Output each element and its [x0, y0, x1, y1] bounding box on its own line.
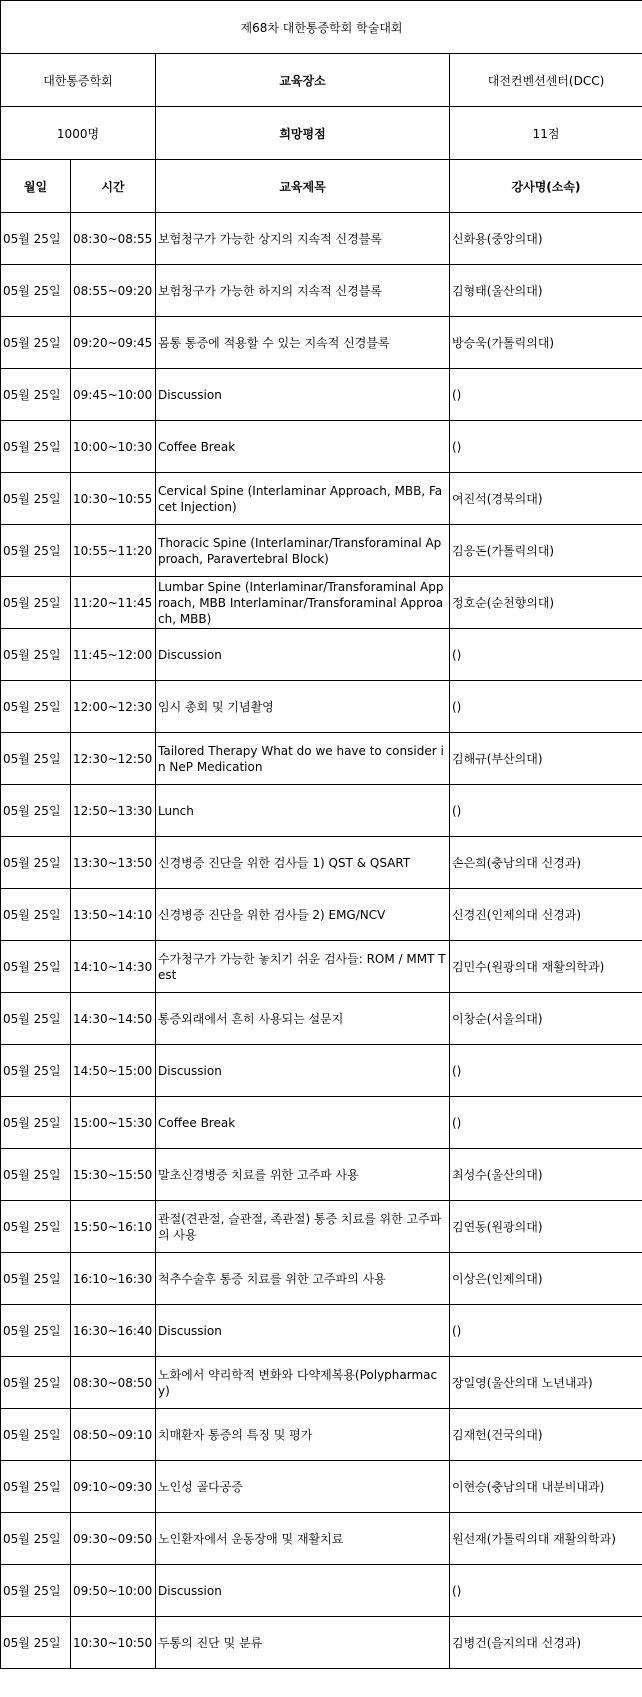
- lecture-title-cell: 노인환자에서 운동장애 및 재활치료: [156, 1513, 450, 1565]
- lecture-title-cell: Thoracic Spine (Interlaminar/Transforaminal Approach, Paravertebral Block): [156, 525, 450, 577]
- time-cell: 13:50~14:10: [71, 889, 156, 941]
- lecturer-cell: 김해규(부산의대): [450, 733, 642, 785]
- lecturer-cell: 신경진(인제의대 신경과): [450, 889, 642, 941]
- header-time: 시간: [71, 160, 156, 213]
- schedule-row: [1, 1461, 642, 1513]
- lecturer-cell: 손은희(충남의대 신경과): [450, 837, 642, 889]
- conference-title-row: [1, 1, 642, 54]
- organizer: 대한통증학회: [1, 54, 156, 107]
- time-cell: 10:30~10:50: [71, 1617, 156, 1669]
- schedule-row: [1, 1617, 642, 1669]
- lecture-title-cell: 수가청구가 가능한 놓치기 쉬운 검사들: ROM / MMT Test: [156, 941, 450, 993]
- time-cell: 11:45~12:00: [71, 629, 156, 681]
- lecture-title-cell: 신경병증 진단을 위한 검사들 2) EMG/NCV: [156, 889, 450, 941]
- time-cell: 15:00~15:30: [71, 1097, 156, 1149]
- lecture-title-cell: Lunch: [156, 785, 450, 837]
- schedule-row: [1, 785, 642, 837]
- lecturer-cell: 김재헌(건국의대): [450, 1409, 642, 1461]
- date-cell: 05월 25일: [1, 837, 71, 889]
- points-value: 11점: [450, 107, 642, 160]
- lecture-title-cell: 노화에서 약리학적 변화와 다약제복용(Polypharmacy): [156, 1357, 450, 1409]
- lecturer-cell: (): [450, 629, 642, 681]
- schedule-row: [1, 733, 642, 785]
- lecturer-cell: 방승욱(가톨릭의대): [450, 317, 642, 369]
- time-cell: 15:50~16:10: [71, 1201, 156, 1253]
- lecture-title-cell: 보험청구가 가능한 상지의 지속적 신경블록: [156, 213, 450, 265]
- date-cell: 05월 25일: [1, 681, 71, 733]
- lecture-title-cell: Discussion: [156, 1045, 450, 1097]
- lecturer-cell: 신화용(중앙의대): [450, 213, 642, 265]
- time-cell: 15:30~15:50: [71, 1149, 156, 1201]
- lecturer-cell: 김연동(원광의대): [450, 1201, 642, 1253]
- time-cell: 09:30~09:50: [71, 1513, 156, 1565]
- time-cell: 11:20~11:45: [71, 577, 156, 629]
- lecture-title-cell: Discussion: [156, 1305, 450, 1357]
- header-lecturer: 강사명(소속): [450, 160, 642, 213]
- lecture-title-cell: Discussion: [156, 369, 450, 421]
- date-cell: 05월 25일: [1, 1357, 71, 1409]
- schedule-row: [1, 1097, 642, 1149]
- lecture-title-cell: 몸통 통증에 적용할 수 있는 지속적 신경블록: [156, 317, 450, 369]
- time-cell: 14:10~14:30: [71, 941, 156, 993]
- date-cell: 05월 25일: [1, 213, 71, 265]
- schedule-row: [1, 525, 642, 577]
- lecturer-cell: 최성수(울산의대): [450, 1149, 642, 1201]
- schedule-row: [1, 1149, 642, 1201]
- date-cell: 05월 25일: [1, 733, 71, 785]
- schedule-row: [1, 1409, 642, 1461]
- conference-title: 제68차 대한통증학회 학술대회: [1, 1, 642, 54]
- header-title: 교육제목: [156, 160, 450, 213]
- lecturer-cell: 김응돈(가톨릭의대): [450, 525, 642, 577]
- date-cell: 05월 25일: [1, 1253, 71, 1305]
- lecture-title-cell: 말초신경병증 치료를 위한 고주파 사용: [156, 1149, 450, 1201]
- time-cell: 10:00~10:30: [71, 421, 156, 473]
- date-cell: 05월 25일: [1, 1409, 71, 1461]
- schedule-row: [1, 317, 642, 369]
- lecturer-cell: 여진석(경북의대): [450, 473, 642, 525]
- date-cell: 05월 25일: [1, 1513, 71, 1565]
- time-cell: 16:10~16:30: [71, 1253, 156, 1305]
- time-cell: 13:30~13:50: [71, 837, 156, 889]
- schedule-row: [1, 889, 642, 941]
- capacity: 1000명: [1, 107, 156, 160]
- lecturer-cell: 김형태(울산의대): [450, 265, 642, 317]
- points-label: 희망평점: [156, 107, 450, 160]
- schedule-row: [1, 1253, 642, 1305]
- time-cell: 10:55~11:20: [71, 525, 156, 577]
- lecture-title-cell: 임시 총회 및 기념촬영: [156, 681, 450, 733]
- schedule-row: [1, 1045, 642, 1097]
- date-cell: 05월 25일: [1, 577, 71, 629]
- lecture-title-cell: 치매환자 통증의 특징 및 평가: [156, 1409, 450, 1461]
- schedule-row: [1, 993, 642, 1045]
- date-cell: 05월 25일: [1, 629, 71, 681]
- schedule-row: [1, 837, 642, 889]
- lecturer-cell: (): [450, 421, 642, 473]
- date-cell: 05월 25일: [1, 421, 71, 473]
- date-cell: 05월 25일: [1, 993, 71, 1045]
- schedule-row: [1, 629, 642, 681]
- header-date: 월일: [1, 160, 71, 213]
- date-cell: 05월 25일: [1, 1201, 71, 1253]
- lecturer-cell: 김민수(원광의대 재활의학과): [450, 941, 642, 993]
- time-cell: 14:50~15:00: [71, 1045, 156, 1097]
- date-cell: 05월 25일: [1, 1305, 71, 1357]
- lecture-title-cell: 척추수술후 통증 치료를 위한 고주파의 사용: [156, 1253, 450, 1305]
- lecture-title-cell: Tailored Therapy What do we have to consider in NeP Medication: [156, 733, 450, 785]
- time-cell: 08:55~09:20: [71, 265, 156, 317]
- schedule-row: [1, 1565, 642, 1617]
- time-cell: 08:30~08:50: [71, 1357, 156, 1409]
- lecture-title-cell: Discussion: [156, 1565, 450, 1617]
- lecturer-cell: 이창순(서울의대): [450, 993, 642, 1045]
- lecturer-cell: (): [450, 1565, 642, 1617]
- schedule-row: [1, 681, 642, 733]
- lecture-title-cell: Discussion: [156, 629, 450, 681]
- schedule-row: [1, 1201, 642, 1253]
- lecture-title-cell: 신경병증 진단을 위한 검사들 1) QST & QSART: [156, 837, 450, 889]
- schedule-body: [1, 213, 642, 1669]
- lecture-title-cell: Coffee Break: [156, 1097, 450, 1149]
- lecturer-cell: (): [450, 681, 642, 733]
- lecturer-cell: (): [450, 1305, 642, 1357]
- schedule-row: [1, 1513, 642, 1565]
- time-cell: 14:30~14:50: [71, 993, 156, 1045]
- lecturer-cell: (): [450, 1045, 642, 1097]
- lecturer-cell: 이상은(인제의대): [450, 1253, 642, 1305]
- schedule-row: [1, 1357, 642, 1409]
- capacity-row: [1, 107, 642, 160]
- schedule-row: [1, 473, 642, 525]
- date-cell: 05월 25일: [1, 473, 71, 525]
- time-cell: 09:10~09:30: [71, 1461, 156, 1513]
- schedule-row: [1, 265, 642, 317]
- date-cell: 05월 25일: [1, 941, 71, 993]
- schedule-row: [1, 369, 642, 421]
- lecture-title-cell: Coffee Break: [156, 421, 450, 473]
- time-cell: 12:50~13:30: [71, 785, 156, 837]
- lecturer-cell: 김병건(을지의대 신경과): [450, 1617, 642, 1669]
- date-cell: 05월 25일: [1, 1097, 71, 1149]
- date-cell: 05월 25일: [1, 1149, 71, 1201]
- time-cell: 16:30~16:40: [71, 1305, 156, 1357]
- lecture-title-cell: 관절(견관절, 슬관절, 족관절) 통증 치료를 위한 고주파의 사용: [156, 1201, 450, 1253]
- schedule-row: [1, 421, 642, 473]
- lecture-title-cell: 두통의 진단 및 분류: [156, 1617, 450, 1669]
- time-cell: 12:30~12:50: [71, 733, 156, 785]
- schedule-row: [1, 1305, 642, 1357]
- lecturer-cell: 원선재(가톨릭의대 재활의학과): [450, 1513, 642, 1565]
- time-cell: 09:45~10:00: [71, 369, 156, 421]
- date-cell: 05월 25일: [1, 265, 71, 317]
- venue-row: [1, 54, 642, 107]
- lecturer-cell: 이현승(충남의대 내분비내과): [450, 1461, 642, 1513]
- time-cell: 09:50~10:00: [71, 1565, 156, 1617]
- venue-value: 대전컨벤션센터(DCC): [450, 54, 642, 107]
- time-cell: 08:50~09:10: [71, 1409, 156, 1461]
- time-cell: 08:30~08:55: [71, 213, 156, 265]
- date-cell: 05월 25일: [1, 317, 71, 369]
- venue-label: 교육장소: [156, 54, 450, 107]
- time-cell: 09:20~09:45: [71, 317, 156, 369]
- schedule-row: [1, 941, 642, 993]
- time-cell: 10:30~10:55: [71, 473, 156, 525]
- lecturer-cell: 장일영(울산의대 노년내과): [450, 1357, 642, 1409]
- schedule-row: [1, 213, 642, 265]
- lecture-title-cell: 통증외래에서 흔히 사용되는 설문지: [156, 993, 450, 1045]
- lecturer-cell: 정호순(순천향의대): [450, 577, 642, 629]
- schedule-row: [1, 577, 642, 629]
- date-cell: 05월 25일: [1, 1617, 71, 1669]
- date-cell: 05월 25일: [1, 1045, 71, 1097]
- date-cell: 05월 25일: [1, 1461, 71, 1513]
- lecture-title-cell: 보험청구가 가능한 하지의 지속적 신경블록: [156, 265, 450, 317]
- column-header-row: [1, 160, 642, 213]
- lecturer-cell: (): [450, 785, 642, 837]
- date-cell: 05월 25일: [1, 369, 71, 421]
- lecture-title-cell: Cervical Spine (Interlaminar Approach, MBB, Facet Injection): [156, 473, 450, 525]
- lecturer-cell: (): [450, 1097, 642, 1149]
- date-cell: 05월 25일: [1, 785, 71, 837]
- time-cell: 12:00~12:30: [71, 681, 156, 733]
- date-cell: 05월 25일: [1, 1565, 71, 1617]
- lecturer-cell: (): [450, 369, 642, 421]
- lecture-title-cell: 노인성 골다공증: [156, 1461, 450, 1513]
- date-cell: 05월 25일: [1, 889, 71, 941]
- date-cell: 05월 25일: [1, 525, 71, 577]
- lecture-title-cell: Lumbar Spine (Interlaminar/Transforaminal Approach, MBB Interlaminar/Transforaminal Approach, MBB): [156, 577, 450, 629]
